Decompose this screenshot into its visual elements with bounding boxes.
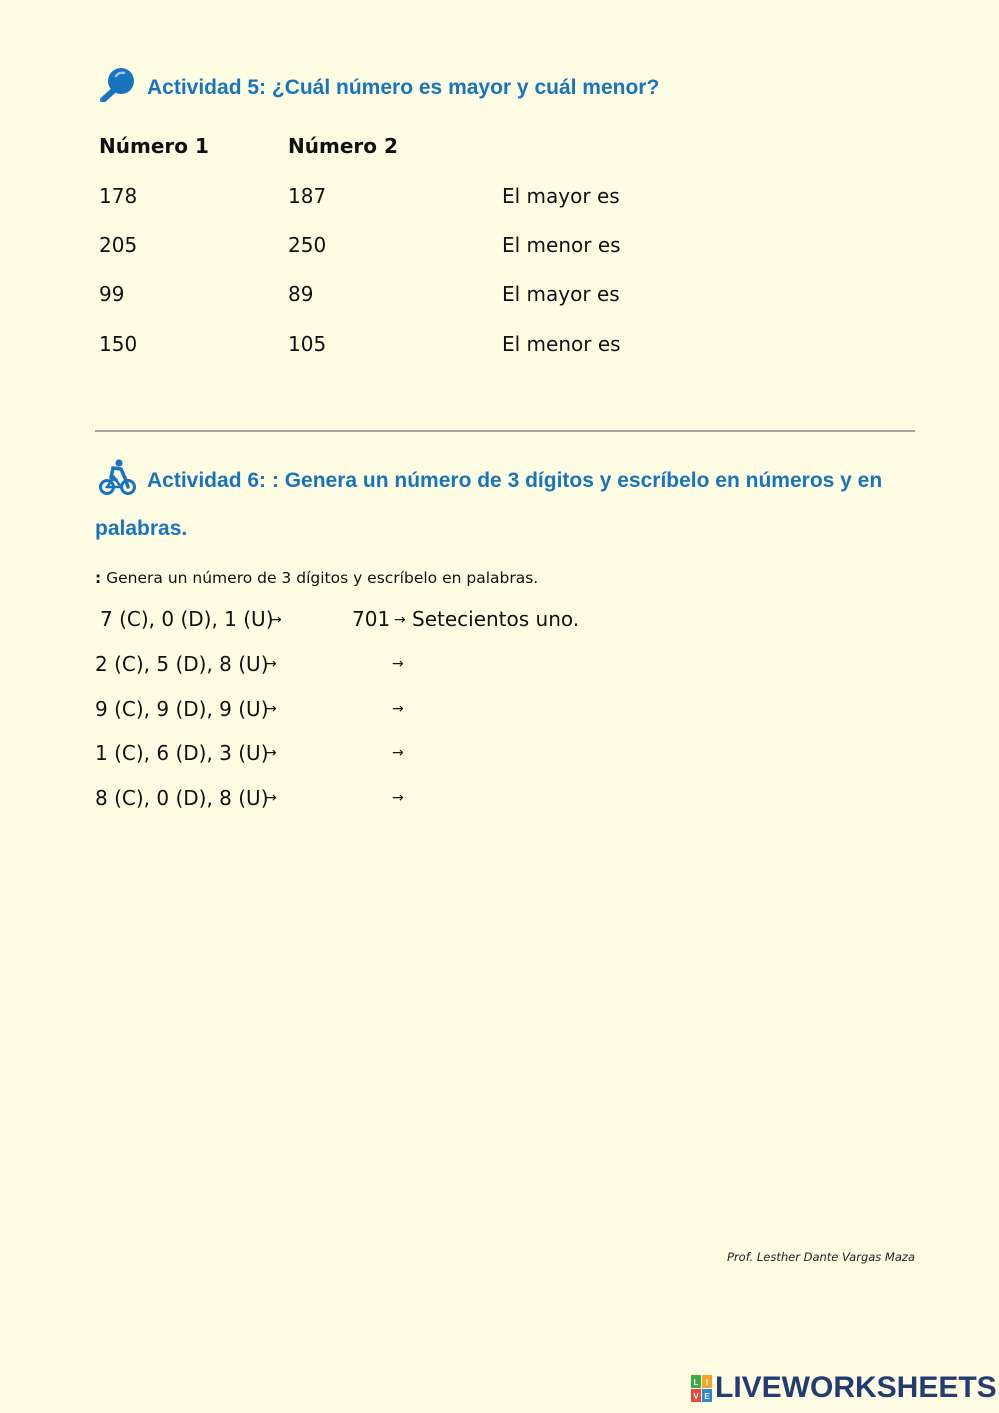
example-digits: 7 (C), 0 (D), 1 (U) [100, 607, 274, 631]
activity5-title: Actividad 5: ¿Cuál número es mayor y cuál menor? [147, 76, 660, 99]
table-cell-question: El menor es [502, 332, 621, 356]
example-words: Setecientos uno. [412, 607, 580, 631]
section-divider [95, 430, 915, 432]
digits-row: 8 (C), 0 (D), 8 (U) [95, 786, 269, 810]
svg-text:V: V [693, 1392, 699, 1401]
arrow-icon: → [392, 745, 404, 761]
activity6-title-line2: palabras. [95, 517, 188, 540]
example-number: 701 [352, 607, 391, 631]
svg-text:E: E [704, 1392, 710, 1401]
table-cell-n2: 187 [288, 184, 327, 208]
svg-text:I: I [705, 1378, 709, 1387]
logo-badge-icon [691, 1375, 713, 1403]
arrow-icon: → [265, 745, 277, 761]
table-cell-question: El mayor es [502, 184, 620, 208]
table-cell-question: El menor es [502, 233, 621, 257]
digits-row: 9 (C), 9 (D), 9 (U) [95, 697, 269, 721]
activity6-instruction [95, 569, 538, 587]
arrow-icon: → [265, 701, 277, 717]
logo-text: LIVEWORKSHEETS [715, 1371, 997, 1404]
magnifier-icon [99, 66, 137, 102]
svg-text:L: L [693, 1378, 699, 1387]
author-signature: Prof. Lesther Dante Vargas Maza [727, 1250, 915, 1264]
table-cell-n1: 150 [99, 332, 138, 356]
arrow-icon: → [394, 612, 406, 628]
digits-row: 1 (C), 6 (D), 3 (U) [95, 741, 269, 765]
table-cell-n1: 205 [99, 233, 138, 257]
table-cell-n1: 99 [99, 282, 125, 306]
arrow-icon: → [392, 790, 404, 806]
arrow-icon: → [270, 612, 282, 628]
arrow-icon: → [265, 656, 277, 672]
arrow-icon: → [392, 701, 404, 717]
activity6-title-line1: Actividad 6: : Genera un número de 3 dígitos y escríbelo en números y en [147, 469, 883, 492]
table-cell-question: El mayor es [502, 282, 620, 306]
digits-row: 2 (C), 5 (D), 8 (U) [95, 652, 269, 676]
table-cell-n1: 178 [99, 184, 138, 208]
arrow-icon: → [265, 790, 277, 806]
instruction-colon: : [95, 569, 102, 587]
table-cell-n2: 105 [288, 332, 327, 356]
arrow-icon: → [392, 656, 404, 672]
column-header-number2: Número 2 [288, 134, 398, 158]
cyclist-icon [99, 458, 137, 496]
instruction-text: Genera un número de 3 dígitos y escríbelo en palabras. [101, 569, 539, 587]
column-header-number1: Número 1 [99, 134, 209, 158]
table-cell-n2: 250 [288, 233, 327, 257]
table-cell-n2: 89 [288, 282, 314, 306]
